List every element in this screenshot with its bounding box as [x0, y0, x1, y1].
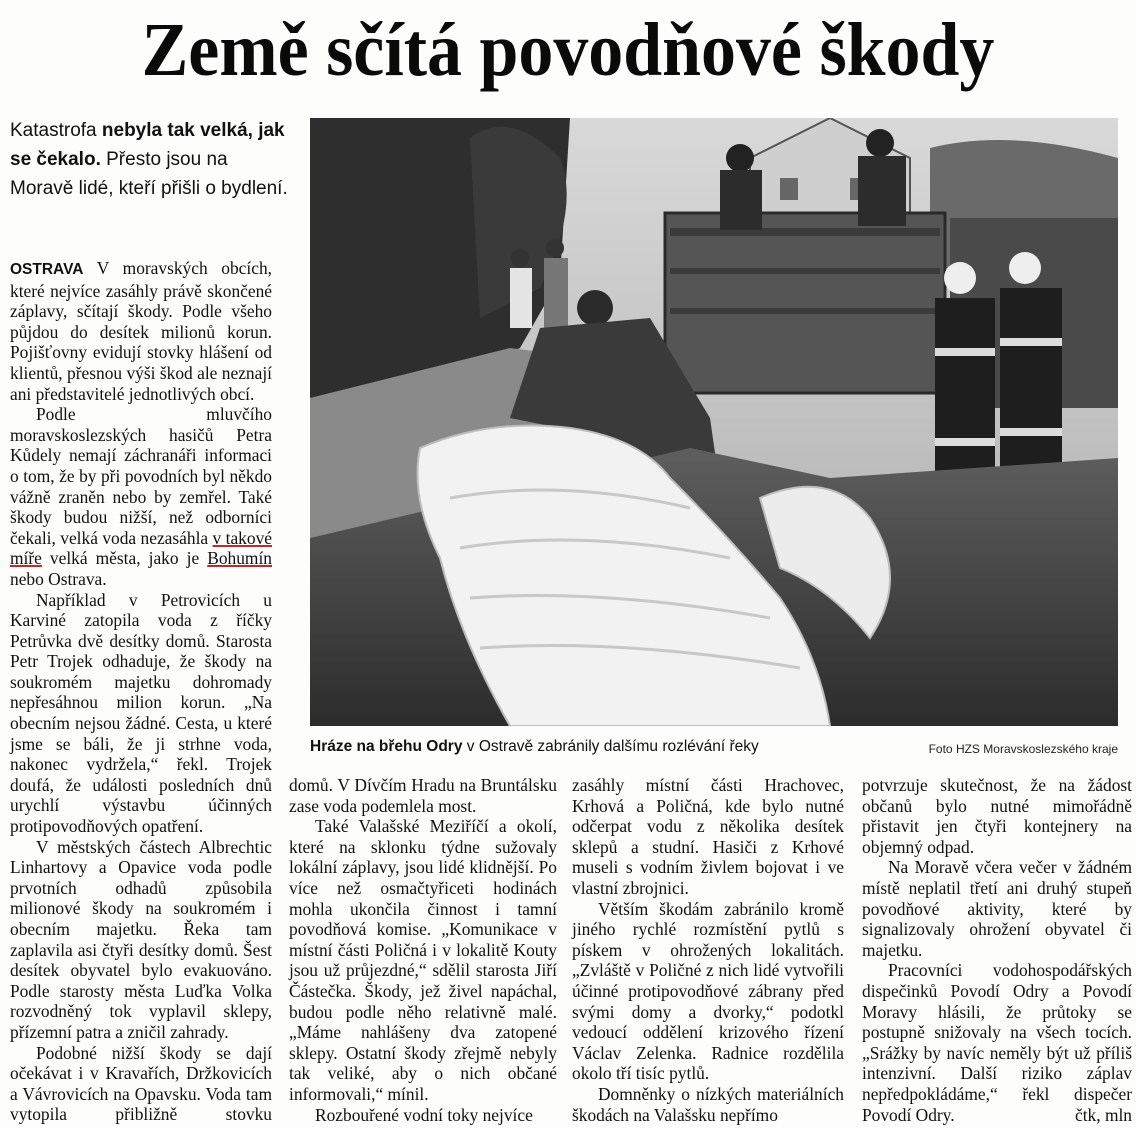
caption-bold: Hráze na břehu Odry [310, 738, 463, 755]
article-paragraph: domů. V Dívčím Hradu na Bruntálsku zase voda podemlela most. [289, 775, 557, 816]
news-photo [310, 118, 1118, 726]
dateline: OSTRAVA [10, 261, 84, 278]
article-paragraph: Na Moravě včera večer v žádném místě neplatil třetí ani druhý stupeň povodňové aktivity, které by signalizovaly ohrožení obyvatel či majetku. [862, 857, 1132, 960]
article-column-3 [572, 775, 844, 1125]
lead-part2: Přesto jsou na Moravě lidé, kteří přišli o bydlení. [10, 149, 288, 199]
paragraph-text: Podle mluvčího moravskoslezských hasičů Petra Kůdely nemají záchranáři informaci o tom, že by při povodních byl někdo vážně zraněn nebo by zemřel. Také škody budou nižší, než odborníci čekali, velká voda nezasáhla [10, 404, 272, 548]
article-paragraph: V městských částech Albrechtic Linhartovy a Opavice voda podle prvotních odhadů způsobila milionové škody na soukromém i obecním majetku. Řeka tam zaplavila asi čtyři desítky domů. Šest desítek obyvatel bylo evakuováno. Podle starosty města Luďka Volka rozvodněný tok vyplavil sklepy, přízemní patra a zničil zahrady. [10, 836, 272, 1042]
paragraph-text: velká města, jako je [41, 548, 208, 569]
lead-paragraph [10, 116, 290, 203]
article-paragraph: Také Valašské Meziříčí a okolí, které na sklonku týdne sužovaly lokální záplavy, jsou lidé klidnější. Po více než osmačtyřiceti hodinách mohla ukončila činnost i tamní povodňová komise. „Komunikace v místní části Poličná i v lokalitě Kouty jsou už průjezdné,“ sdělil starosta Jiří Částečka. Škody, jež živel napáchal, budou podle něho relativně malé. „Máme nahlášeny dva zatopené sklepy. Ostatní škody zřejmě nebyly tak veliké, aby o nich občané informovali,“ mínil. [289, 816, 557, 1104]
article-paragraph: Rozbouřené vodní toky nejvíce [315, 1104, 533, 1125]
article-paragraph: zasáhly místní části Hrachovec, Krhová a Poličná, kde bylo nutné odčerpat vodu z několika desítek sklepů a studní. Hasiči z Krhové museli s vodním živlem bojovat i ve vlastní zbrojnici. [572, 775, 844, 898]
paragraph-text: V moravských obcích, které nejvíce zasáhly právě skončené záplavy, sčítají škody. Podle všeho půjdou do desítek milionů korun. Pojišťovny evidují stovky hlášení od klientů, přesnou výši škod ale neznají ani představitelé jednotlivých obcí. [10, 258, 272, 404]
lead-part1: Katastrofa [10, 120, 102, 141]
underlined-text: Bohumín [207, 548, 272, 569]
article-paragraph [10, 404, 272, 589]
headline: Země sčítá povodňové škody [141, 8, 995, 92]
article-column-1 [10, 258, 272, 1125]
paragraph-text: Pracovníci vodohospodářských dispečinků Povodí Odry a Povodí Moravy hlásili, že průtoky se postupně snižovaly na všech tocích. „Srážky by navíc neměly být už příliš intenzivní. Další riziko záplav nepředpokládáme,“ řekl dispečer Povodí Odry. [862, 960, 1132, 1125]
article-paragraph: Například v Petrovicích u Karviné zatopila voda z říčky Petrůvka dvě desítky domů. Starosta Petr Trojek odhaduje, že škody na soukromém majetku dohromady nepřesáhnou milion korun. „Na obecním nejsou žádné. Cesta, u které jsme se báli, že ji strhne voda, nakonec vydržela,“ řekl. Trojek doufá, že události posledních dnů urychlí výstavbu účinných protipovodňových opatření. [10, 589, 272, 837]
author-signature: čtk, mln [1075, 1104, 1132, 1125]
article-paragraph: Domněnky o nízkých materiálních škodách na Valašsku nepřímo [572, 1083, 844, 1125]
article-paragraph: potvrzuje skutečnost, že na žádost občanů bylo nutné mimořádně přistavit jen čtyři kontejnery na objemný odpad. [862, 775, 1132, 857]
article-paragraph: Podobné nižší škody se dají očekávat i v Kravařích, Držkovicích a Vávrovicích na Opavsku. Voda tam vytopila přibližně stovku [10, 1042, 272, 1125]
article-paragraph [10, 258, 272, 404]
article-column-4 [862, 775, 1132, 1125]
article-paragraph [862, 960, 1132, 1125]
article-paragraph: Větším škodám zabránilo kromě jiného rychlé rozmístění pytlů s pískem v ohrožených lokalitách. „Zvláště v Poličné z nich lidé vytvořili účinné protipovodňové zábrany před svými domy a dvorky,“ podotkl vedoucí oddělení krizového řízení Václav Zelenka. Radnice rozdělila okolo tří tisíc pytlů. [572, 898, 844, 1084]
lead-bold: nebyla tak velká, jak se čekalo. [10, 120, 285, 170]
underlined-text: v takové míře [10, 527, 272, 569]
article-column-2 [289, 775, 557, 1125]
flood-sandbag-photo [310, 118, 1118, 726]
caption-rest: v Ostravě zabránily dalšímu rozlévání řeky [462, 738, 759, 755]
paragraph-text: nebo Ostrava. [10, 568, 107, 589]
photo-credit: Foto HZS Moravskoslezského kraje [928, 742, 1118, 756]
